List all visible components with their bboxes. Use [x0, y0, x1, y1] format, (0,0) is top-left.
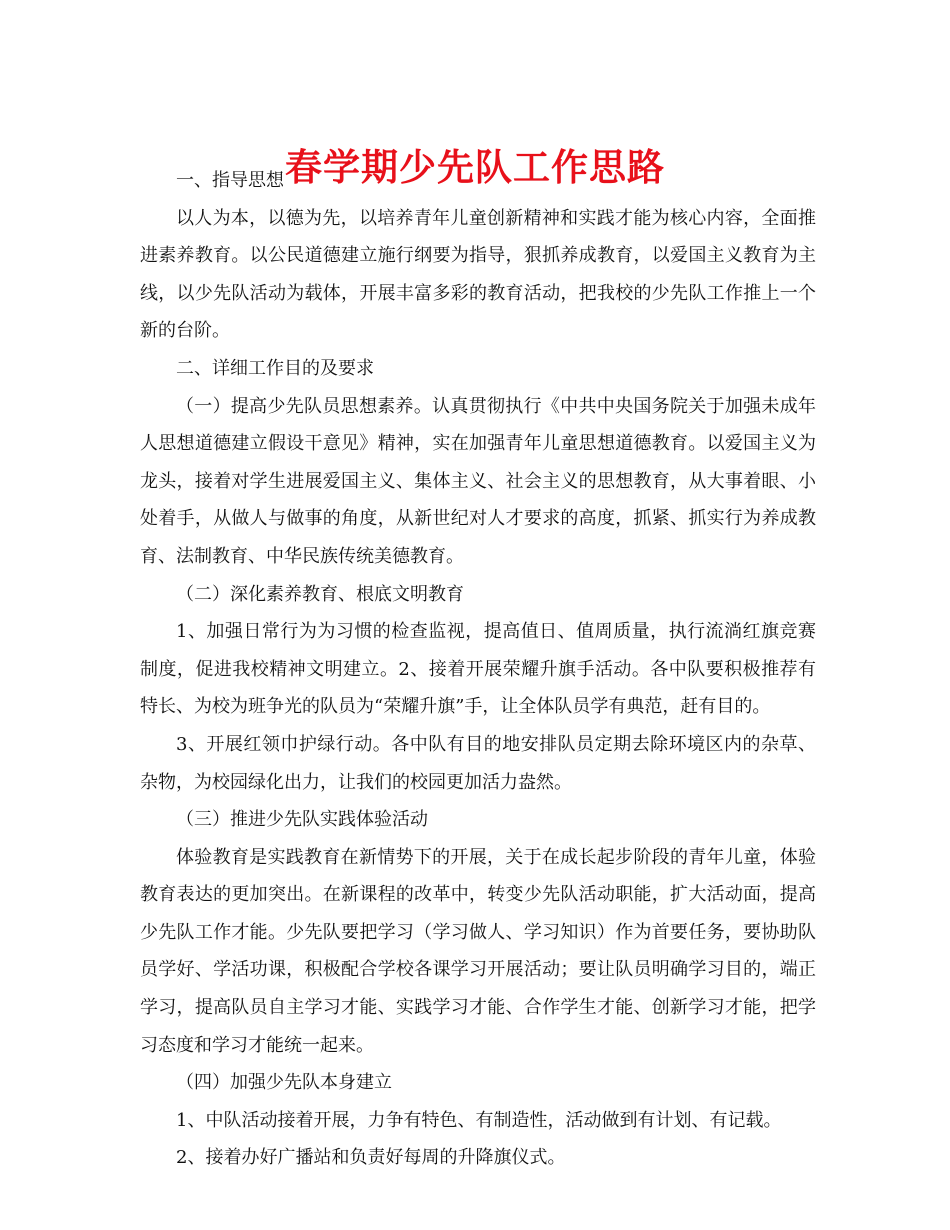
heading-work-goals: 二、详细工作目的及要求	[176, 357, 374, 379]
heading-section-3: （三）推进少先队实践体验活动	[176, 809, 428, 831]
document-body	[140, 162, 816, 1177]
heading-section-2: （二）深化素养教育、根底文明教育	[176, 583, 464, 605]
paragraph-section-3: 体验教育是实践教育在新情势下的开展，关于在成长起步阶段的青年儿童，体验教育表达的更加突出。在新课程的改革中，转变少先队活动职能，扩大活动面，提高少先队工作才能。少先队要把学习（学习做人、学习知识）作为首要任务，要协助队员学好、学活功课，积极配合学校各课学习开展活动；要让队员明确学习目的，端正学习，提高队员自主学习才能、实践学习才能、合作学生才能、创新学习才能，把学习态度和学习才能统一起来。	[140, 846, 816, 1056]
heading-section-4: （四）加强少先队本身建立	[176, 1072, 392, 1094]
paragraph-section-4-item-1: 1、中队活动接着开展，力争有特色、有制造性，活动做到有计划、有记载。	[176, 1109, 782, 1131]
paragraph-section-2-item-3: 3、开展红领巾护绿行动。各中队有目的地安排队员定期去除环境区内的杂草、杂物，为校园绿化出力，让我们的校园更加活力盎然。	[140, 733, 816, 793]
paragraph-section-1: （一）提高少先队员思想素养。认真贯彻执行《中共中央国务院关于加强未成年人思想道德建立假设干意见》精神，实在加强青年儿童思想道德教育。以爱国主义为龙头，接着对学生进展爱国主义、集体主义、社会主义的思想教育，从大事着眼、小处着手，从做人与做事的角度，从新世纪对人才要求的高度，抓紧、抓实行为养成教育、法制教育、中华民族传统美德教育。	[140, 395, 816, 567]
paragraph-section-2-item-1: 1、加强日常行为为习惯的检查监视，提高值日、值周质量，执行流淌红旗竞赛制度，促进我校精神文明建立。2、接着开展荣耀升旗手活动。各中队要积极推荐有特长、为校为班争光的队员为“荣耀升旗”手，让全体队员学有典范，赶有目的。	[140, 621, 816, 718]
document-title: 春学期少先队工作思路	[285, 145, 665, 189]
heading-guiding-ideology: 一、指导思想	[176, 170, 284, 191]
paragraph-section-4-item-2: 2、接着办好广播站和负责好每周的升降旗仪式。	[176, 1147, 566, 1169]
paragraph-guiding-ideology: 以人为本，以德为先，以培养青年儿童创新精神和实践才能为核心内容，全面推进素养教育。以公民道德建立施行纲要为指导，狠抓养成教育，以爱国主义教育为主线，以少先队活动为载体，开展丰富多彩的教育活动，把我校的少先队工作推上一个新的台阶。	[140, 207, 816, 342]
